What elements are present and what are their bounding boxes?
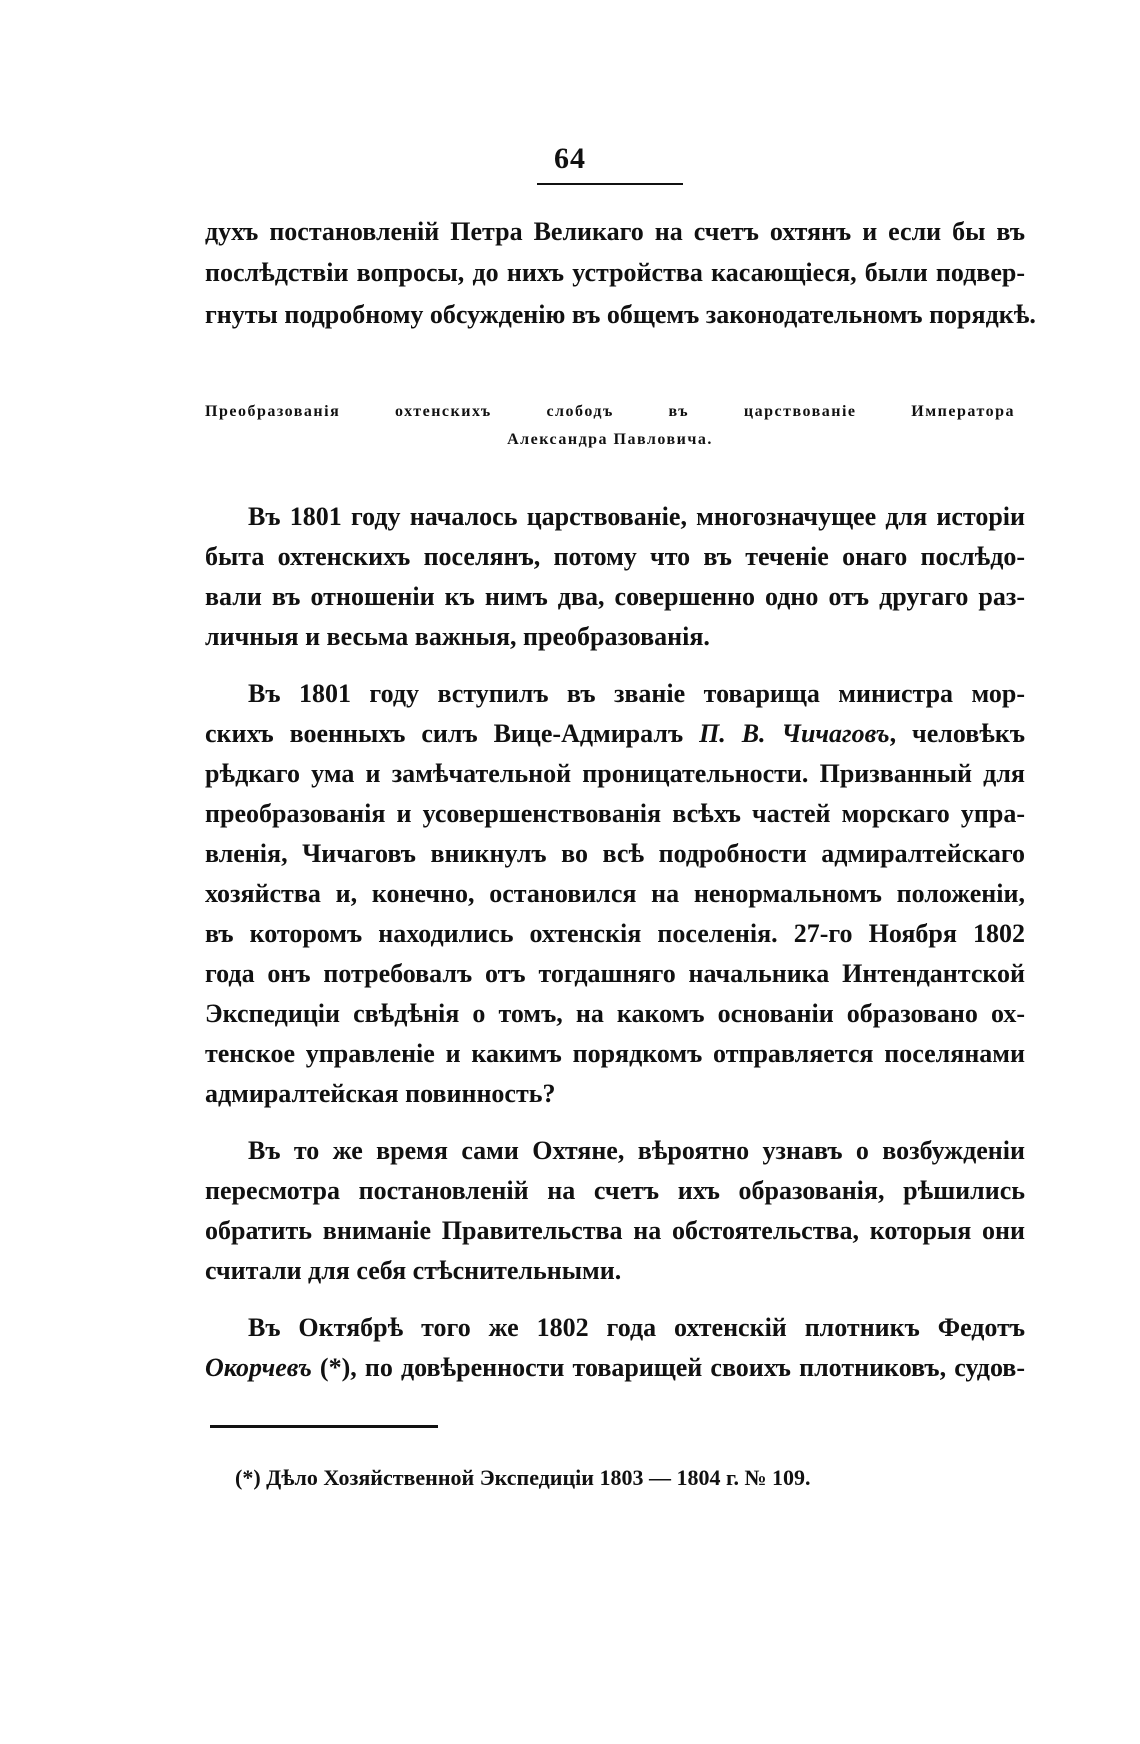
para3-line-2: пересмотра постановленій на счетъ ихъ образованія, рѣшились xyxy=(205,1176,1025,1205)
page-number: 64 xyxy=(554,142,586,175)
footnote-rule xyxy=(210,1425,438,1428)
para2-line-7: въ которомъ находились охтенскія поселенія. 27-го Ноября 1802 xyxy=(205,919,1025,948)
para4-line-2-end: (*), по довѣренности товарищей своихъ плотниковъ, судов- xyxy=(311,1353,1025,1382)
section-heading-line-1: Преобразованія охтенскихъ слободъ въ царствованіе Императора xyxy=(205,403,1015,420)
para2-line-3: рѣдкаго ума и замѣчательной проницательности. Призванный для xyxy=(205,759,1025,788)
person-name-chichagov: П. В. Чичаговъ xyxy=(699,719,890,748)
para2-line-9: Экспедиціи свѣдѣнія о томъ, на какомъ основаніи образовано ох- xyxy=(205,999,1025,1028)
para2-line-5: вленія, Чичаговъ вникнулъ во всѣ подробности адмиралтейскаго xyxy=(205,839,1025,868)
para3-line-3: обратить вниманіе Правительства на обстоятельства, которыя они xyxy=(205,1216,1025,1245)
para2-line-8: года онъ потребовалъ отъ тогдашняго начальника Интендантской xyxy=(205,959,1025,988)
footnote: (*) Дѣло Хозяйственной Экспедиціи 1803 — 1804 г. № 109. xyxy=(235,1465,811,1490)
para4-line-2 xyxy=(205,1348,1025,1388)
person-name-okorchev: Окорчевъ xyxy=(205,1353,312,1382)
para2-line-11: адмиралтейская повинность? xyxy=(205,1079,556,1108)
top-paragraph-line-2: послѣдствіи вопросы, до нихъ устройства касающіеся, были подвер- xyxy=(205,258,1025,287)
para3-line-1: Въ то же время сами Охтяне, вѣроятно узнавъ о возбужденіи xyxy=(248,1136,1025,1165)
para2-line-6: хозяйства и, конечно, остановился на ненормальномъ положеніи, xyxy=(205,879,1025,908)
top-paragraph-line-3: гнуты подробному обсужденію въ общемъ законодательномъ порядкѣ. xyxy=(205,300,1036,329)
header-rule xyxy=(537,183,683,185)
para1-line-4: личныя и весьма важныя, преобразованія. xyxy=(205,622,710,651)
para4-line-1: Въ Октябрѣ того же 1802 года охтенскій плотникъ Федотъ xyxy=(248,1313,1025,1342)
para2-line-1: Въ 1801 году вступилъ въ званіе товарища министра мор- xyxy=(248,679,1025,708)
para1-line-2: быта охтенскихъ поселянъ, потому что въ теченіе онаго послѣдо- xyxy=(205,542,1025,571)
para2-line-2 xyxy=(205,714,1025,754)
para2-line-2-start: скихъ военныхъ силъ Вице-Адмиралъ xyxy=(205,719,700,748)
para2-line-4: преобразованія и усовершенствованія всѣхъ частей морскаго упра- xyxy=(205,799,1025,828)
para1-line-1: Въ 1801 году началось царствованіе, многозначущее для исторіи xyxy=(248,502,1025,531)
para3-line-4: считали для себя стѣснительными. xyxy=(205,1256,622,1285)
para2-line-2-end: , человѣкъ xyxy=(889,719,1025,748)
top-paragraph-line-1: духъ постановленій Петра Великаго на счетъ охтянъ и если бы въ xyxy=(205,217,1025,246)
para2-line-10: тенское управленіе и какимъ порядкомъ отправляется поселянами xyxy=(205,1039,1025,1068)
section-heading-line-2: Александра Павловича. xyxy=(507,431,713,448)
para1-line-3: вали въ отношеніи къ нимъ два, совершенно одно отъ другаго раз- xyxy=(205,582,1025,611)
